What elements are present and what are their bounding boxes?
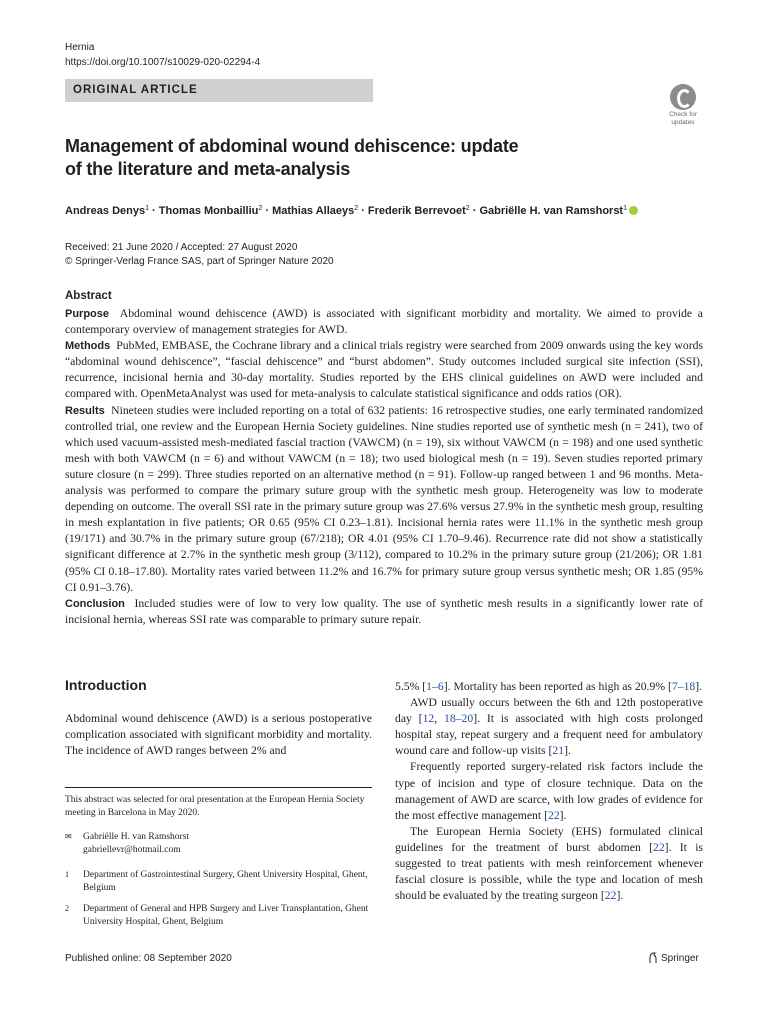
author-name[interactable]: Andreas Denys: [65, 205, 146, 217]
author-name[interactable]: Thomas Monbailliu: [158, 205, 259, 217]
citation-link[interactable]: 22: [604, 889, 617, 903]
citation-link[interactable]: 22: [652, 840, 665, 854]
right-paragraph-4: The European Hernia Society (EHS) formulated clinical guidelines for the treatment of burst abdomen [22]. It is suggested to treat patients with mesh reinforcement whenever fascial closure is possible, while the type and location of mesh should be evaluated by the treating surgeon [22].: [395, 824, 704, 903]
abstract-methods: [65, 338, 703, 402]
author-name[interactable]: Gabriëlle H. van Ramshorst: [479, 205, 624, 217]
right-paragraph-2: AWD usually occurs between the 6th and 12th postoperative day [12, 18–20]. It is associated with high costs prolonged hospital stay, repeat surgery and a frequent need for ambulatory wound care and follow-up visits [21].: [395, 696, 703, 758]
author-affiliation: 1: [145, 205, 149, 212]
abstract-body: [65, 306, 703, 628]
citation-link[interactable]: 18–20: [444, 712, 474, 726]
results-label: Results: [65, 404, 105, 417]
author-name[interactable]: Mathias Allaeys: [272, 205, 355, 217]
published-date: Published online: 08 September 2020: [65, 953, 232, 964]
badge-line-2: updates: [671, 119, 695, 126]
author-separator: ·: [262, 205, 273, 217]
citation-link[interactable]: 22: [547, 808, 560, 822]
affiliation-text: Department of General and HPB Surgery and Liver Transplantation, Ghent University Hospital, Ghent, Belgium: [83, 904, 369, 927]
received-accepted: Received: 21 June 2020 / Accepted: 27 August 2020: [65, 242, 298, 253]
right-paragraph-1: 5.5% [1–6]. Mortality has been reported as high as 20.9% [7–18].: [395, 680, 703, 693]
affiliation-2: [65, 903, 372, 928]
abstract-results: [65, 403, 703, 596]
affiliation-1: [65, 869, 372, 894]
copyright: © Springer-Verlag France SAS, part of Springer Nature 2020: [65, 256, 334, 267]
right-paragraph-3: Frequently reported surgery-related risk factors include the type of incision and type of closure technique. Data on the management of AWD are scarce, with low grades of evidence for the most effective management [22].: [395, 760, 703, 822]
contact-email[interactable]: gabriellevr@hotmail.com: [83, 844, 181, 855]
springer-horse-icon: [648, 952, 658, 964]
journal-name: Hernia: [65, 42, 95, 53]
title-line-1: Management of abdominal wound dehiscence: update: [65, 136, 519, 156]
introduction-text: [65, 711, 372, 759]
publisher-name: Springer: [661, 952, 699, 964]
citation-link[interactable]: 1–6: [426, 680, 444, 693]
doi-link[interactable]: https://doi.org/10.1007/s10029-020-02294-4: [65, 57, 261, 68]
methods-text: PubMed, EMBASE, the Cochrane library and a clinical trials registry were searched from 2009 onwards using the key words “abdominal wound dehiscence”, “fascial dehiscence” and “burst abdomen”. Study outcomes included surgical site infection (SSI), recurrence, incisional hernia and 30-day mortality. Studies reported by the EHS clinical guidelines on AWD were included and compared with. OpenMetaAnalyst was used for meta-analysis to calculate statistical significance and odds ratios (OR).: [65, 339, 703, 401]
purpose-label: Purpose: [65, 308, 110, 320]
author-list: [65, 203, 725, 219]
author-affiliation: 1: [623, 205, 628, 212]
corresponding-author: [65, 831, 372, 856]
author-name[interactable]: Frederik Berrevoet: [367, 205, 466, 217]
author-separator: ·: [469, 205, 480, 217]
author-separator: ·: [358, 205, 368, 217]
footnote-divider: [65, 787, 372, 788]
abstract-conclusion: [65, 596, 703, 628]
check-for-updates-badge[interactable]: [663, 84, 703, 124]
title-line-2: of the literature and meta-analysis: [65, 159, 351, 179]
contact-name: Gabriëlle H. van Ramshorst: [83, 832, 190, 842]
article-title: [65, 135, 665, 181]
intro-paragraph: Abdominal wound dehiscence (AWD) is a serious postoperative complication associated with significant morbidity and mortality. The incidence of AWD ranges between 2% and: [65, 712, 372, 758]
presentation-note: This abstract was selected for oral presentation at the European Hernia Society meeting in Barcelona in May 2020.: [65, 795, 365, 818]
conclusion-text: Included studies were of low to very low quality. The use of synthetic mesh results in a significantly lower rate of incisional hernia, whereas SSI rate was comparable to primary suture repair.: [65, 596, 704, 626]
introduction-continued: [395, 679, 703, 904]
article-type-banner: ORIGINAL ARTICLE: [65, 79, 373, 102]
affiliation-text: Department of Gastrointestinal Surgery, Ghent University Hospital, Ghent, Belgium: [83, 870, 368, 893]
author-affiliation: 2: [258, 205, 263, 212]
citation-link[interactable]: 7–18: [671, 680, 696, 693]
check-for-updates-icon: [670, 84, 696, 110]
methods-label: Methods: [65, 340, 111, 353]
author-affiliation: 2: [354, 205, 359, 212]
abstract-heading: Abstract: [65, 290, 112, 302]
publication-dates: [65, 241, 334, 269]
affiliation-mark: 2: [65, 904, 69, 913]
publisher-logo: [648, 952, 699, 964]
abstract-purpose: [65, 306, 703, 338]
author-separator: ·: [149, 205, 159, 217]
orcid-icon[interactable]: [629, 206, 638, 215]
author-affiliation: 2: [465, 205, 470, 212]
results-text: Nineteen studies were included reporting on a total of 632 patients: 16 retrospective studies, one early terminated randomized controlled trial, one review and the European Hernia Society guidelines. Nine studies reported use of synthetic mesh (n = 241), two of which used vacuum-assisted mesh-mediated fascial traction (VAWCM) (n = 19), six without VAWCM (n = 198) and one used synthetic mesh with both VAWCM (n = 6) and without VAWCM (n = 18); two used biological mesh (n = 19). Seven studies reported primary suture closure (n = 299). Three studies reported on an alternative method (n = 91). Follow-up ranged between 1 and 96 months. Meta-analysis was performed to compare the primary suture group with the synthetic mesh group. Heterogeneity was low to moderate depending on outcome. The overall SSI rate in the primary suture group was 27.6% versus 27.9% in the synthetic mesh group, resulting in mesh explantation in five patients; OR 0.65 (95% CI 0.23–1.81). Incisional hernia rates were 11.1% in the synthetic mesh group (19/171) and 30.7% in the primary suture group (67/218); OR 4.01 (95% CI 1.70–9.46). Recurrence rate did not show a statistically significant difference at 2.7% in the synthetic mesh group (3/112), compared to 10.2% in the primary suture group (21/206); OR 1.81 (95% CI 0.18–17.80). Mortality rates varied between 11.2% and 16.7% for primary suture group versus synthetic mesh; OR 1.85 (95% CI 0.91–3.76).: [65, 403, 704, 594]
citation-link[interactable]: 12: [422, 712, 435, 726]
affiliation-mark: 1: [65, 870, 69, 879]
envelope-icon: ✉: [65, 832, 72, 841]
badge-line-1: Check for: [669, 111, 697, 118]
introduction-heading: Introduction: [65, 677, 147, 693]
citation-link[interactable]: 21: [552, 744, 565, 758]
conclusion-label: Conclusion: [65, 597, 125, 610]
purpose-text: Abdominal wound dehiscence (AWD) is associated with significant morbidity and mortality. We aimed to provide a contemporary overview of management strategies for AWD.: [65, 307, 703, 337]
